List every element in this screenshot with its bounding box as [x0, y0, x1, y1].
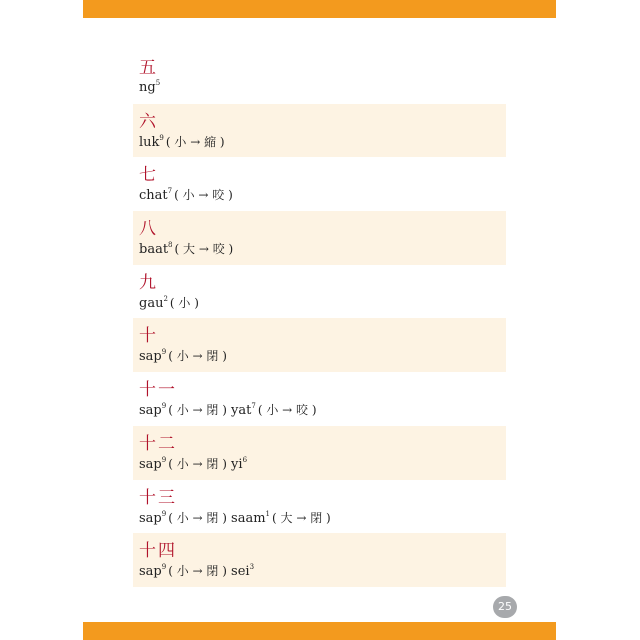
tone-number: 8 — [168, 241, 173, 250]
romanized-syllable: gau — [139, 295, 164, 311]
mouth-shape-note: ( 小 → 咬 ) — [257, 403, 317, 418]
chinese-numeral: 十一 — [139, 380, 177, 401]
tone-number: 9 — [161, 509, 167, 518]
numeral-list — [133, 50, 506, 587]
mouth-shape-note: ( 小 → 閉 ) — [168, 349, 227, 364]
tone-number: 7 — [167, 187, 173, 196]
chinese-numeral: 十二 — [139, 433, 177, 454]
numeral-entry — [133, 50, 506, 104]
romanized-syllable: luk — [139, 134, 160, 150]
bottom-accent-bar — [83, 622, 556, 640]
mouth-shape-note: ( 大 → 閉 ) — [272, 510, 331, 525]
chinese-numeral: 十四 — [139, 541, 177, 562]
tone-number: 9 — [161, 455, 167, 464]
mouth-shape-note: ( 小 ) — [169, 295, 199, 310]
romanized-syllable: sap — [139, 349, 162, 365]
romanization-line — [139, 401, 317, 418]
romanized-syllable: sap — [139, 403, 162, 419]
mouth-shape-note: ( 小 → 閉 ) — [168, 456, 227, 471]
mouth-shape-note: ( 小 → 咬 ) — [174, 188, 233, 203]
page-number: 25 — [493, 596, 517, 618]
mouth-shape-note: ( 小 → 閉 ) — [168, 403, 227, 418]
chinese-numeral: 九 — [139, 272, 158, 293]
tone-number: 6 — [242, 455, 248, 464]
tone-number: 2 — [163, 294, 168, 303]
chinese-numeral: 十三 — [139, 487, 177, 508]
romanization-line — [139, 79, 161, 95]
numeral-entry — [133, 372, 506, 426]
numeral-entry — [133, 157, 506, 211]
numeral-entry — [133, 533, 506, 587]
numeral-entry — [133, 318, 506, 372]
tone-number: 9 — [159, 133, 164, 142]
chinese-numeral: 六 — [139, 111, 158, 132]
romanization-line — [139, 186, 233, 203]
romanized-syllable: yi — [231, 456, 243, 472]
romanized-syllable: sap — [139, 564, 162, 580]
top-accent-bar — [83, 0, 556, 18]
romanization-line — [139, 294, 199, 311]
tone-number: 9 — [161, 348, 167, 357]
mouth-shape-note: ( 小 → 縮 ) — [165, 134, 225, 149]
romanized-syllable: ng — [139, 80, 156, 95]
numeral-entry — [133, 265, 506, 319]
tone-number: 9 — [161, 563, 167, 572]
romanization-line — [139, 455, 248, 472]
romanization-line — [139, 562, 255, 579]
romanized-syllable: sap — [139, 456, 162, 472]
romanized-syllable: chat — [139, 188, 168, 204]
chinese-numeral: 七 — [139, 165, 158, 186]
romanization-line — [139, 133, 225, 150]
romanization-line — [139, 347, 227, 364]
romanized-syllable: baat — [139, 242, 169, 258]
chinese-numeral: 十 — [139, 326, 158, 347]
romanized-syllable: sei — [231, 564, 250, 580]
numeral-entry — [133, 480, 506, 534]
numeral-entry — [133, 104, 506, 158]
romanization-line — [139, 240, 233, 257]
tone-number: 3 — [249, 563, 255, 572]
mouth-shape-note: ( 小 → 閉 ) — [168, 564, 227, 579]
tone-number: 9 — [161, 402, 167, 411]
mouth-shape-note: ( 大 → 咬 ) — [174, 242, 234, 257]
romanized-syllable: sap — [139, 510, 162, 526]
romanized-syllable: yat — [231, 403, 252, 419]
tone-number: 7 — [251, 402, 256, 411]
mouth-shape-note: ( 小 → 閉 ) — [168, 510, 227, 525]
romanized-syllable: saam — [231, 510, 266, 526]
chinese-numeral: 五 — [139, 58, 158, 78]
romanization-line — [139, 509, 331, 526]
chinese-numeral: 八 — [139, 219, 158, 240]
numeral-entry — [133, 426, 506, 480]
tone-number: 1 — [265, 509, 271, 518]
tone-number: 5 — [155, 79, 161, 87]
numeral-entry — [133, 211, 506, 265]
